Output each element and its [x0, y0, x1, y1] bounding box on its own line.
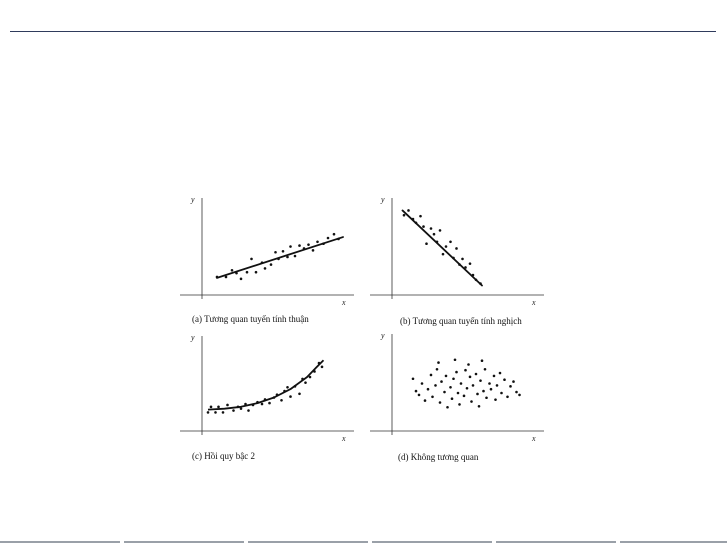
data-point: [509, 385, 512, 388]
data-point: [458, 403, 461, 406]
fit-line: [403, 210, 483, 285]
data-point: [240, 278, 243, 281]
top-rule: [10, 31, 716, 32]
data-point: [264, 398, 267, 401]
data-point: [403, 214, 406, 217]
data-point: [294, 255, 297, 258]
data-point: [472, 274, 475, 277]
y-axis-label: y: [191, 195, 195, 204]
data-point: [222, 411, 225, 414]
data-point: [460, 382, 463, 385]
data-point: [298, 393, 301, 396]
data-point: [424, 399, 427, 402]
data-point: [333, 233, 336, 236]
data-point: [276, 393, 279, 396]
fit-curve: [208, 360, 324, 409]
data-point: [475, 373, 478, 376]
data-point: [512, 380, 515, 383]
data-point: [461, 258, 464, 261]
data-point: [286, 386, 289, 389]
y-axis-label: y: [381, 331, 385, 340]
data-point: [289, 245, 292, 248]
x-axis-label: x: [342, 434, 346, 443]
caption-a: (a) Tương quan tuyến tính thuận: [192, 314, 309, 324]
data-point: [494, 398, 497, 401]
data-point: [226, 404, 229, 407]
data-point: [469, 376, 472, 379]
data-point: [466, 387, 469, 390]
data-point: [270, 263, 273, 266]
data-point: [252, 404, 255, 407]
data-point: [427, 388, 430, 391]
data-point: [445, 375, 448, 378]
data-point: [321, 366, 324, 369]
data-point: [322, 242, 325, 245]
data-point: [261, 261, 264, 264]
data-point: [458, 263, 461, 266]
data-point: [433, 233, 436, 236]
data-point: [470, 400, 473, 403]
data-point: [250, 258, 253, 261]
data-point: [449, 386, 452, 389]
data-point: [268, 402, 271, 405]
data-point: [454, 358, 457, 361]
data-point: [217, 406, 220, 409]
data-point: [431, 396, 434, 399]
data-point: [207, 411, 210, 414]
data-point: [455, 247, 458, 250]
data-point: [479, 282, 482, 285]
data-point: [318, 362, 321, 365]
data-point: [500, 392, 503, 395]
data-point: [316, 241, 319, 244]
data-point: [488, 382, 491, 385]
data-point: [439, 401, 442, 404]
chart-d-svg: [368, 331, 548, 450]
chart-b-svg: [370, 195, 550, 310]
x-axis-label: x: [342, 298, 346, 307]
y-axis-label: y: [381, 195, 385, 204]
data-point: [451, 397, 454, 400]
data-point: [231, 269, 234, 272]
data-point: [506, 396, 509, 399]
data-point: [247, 409, 250, 412]
data-point: [469, 262, 472, 265]
data-point: [415, 222, 418, 225]
data-point: [449, 241, 452, 244]
data-point: [280, 399, 283, 402]
data-point: [289, 395, 292, 398]
data-point: [298, 244, 301, 247]
data-point: [216, 276, 219, 279]
data-point: [452, 377, 455, 380]
data-point: [264, 267, 267, 270]
data-point: [312, 249, 315, 252]
bottom-rule: [0, 541, 727, 543]
data-point: [515, 391, 518, 394]
data-point: [327, 237, 330, 240]
data-point: [476, 393, 479, 396]
x-axis-label: x: [532, 434, 536, 443]
x-axis-label: x: [532, 298, 536, 307]
data-point: [240, 407, 243, 410]
data-point: [485, 396, 488, 399]
caption-d: (d) Không tương quan: [398, 452, 479, 462]
data-point: [273, 396, 276, 399]
data-point: [475, 279, 478, 282]
data-point: [337, 238, 340, 241]
data-point: [294, 385, 297, 388]
data-point: [418, 394, 421, 397]
data-point: [496, 384, 499, 387]
data-point: [225, 276, 228, 279]
data-point: [472, 384, 475, 387]
data-point: [446, 406, 449, 409]
data-point: [232, 409, 235, 412]
data-point: [261, 403, 264, 406]
data-point: [422, 225, 425, 228]
y-axis-label: y: [191, 333, 195, 342]
data-point: [490, 388, 493, 391]
data-point: [286, 256, 289, 259]
data-point: [481, 359, 484, 362]
data-point: [434, 384, 437, 387]
data-point: [436, 241, 439, 244]
data-point: [256, 401, 259, 404]
data-point: [457, 392, 460, 395]
data-point: [484, 368, 487, 371]
data-point: [467, 363, 470, 366]
chart-panel-b: [370, 195, 550, 335]
data-point: [283, 390, 286, 393]
data-point: [452, 257, 455, 260]
data-point: [244, 403, 247, 406]
caption-c: (c) Hồi quy bậc 2: [192, 451, 255, 461]
data-point: [437, 361, 440, 364]
data-point: [214, 411, 217, 414]
data-point: [463, 395, 466, 398]
caption-b: (b) Tương quan tuyến tính nghịch: [400, 316, 522, 326]
data-point: [464, 266, 467, 269]
data-point: [439, 229, 442, 232]
data-point: [518, 394, 521, 397]
chart-c-svg: [178, 333, 358, 448]
data-point: [415, 390, 418, 393]
data-point: [303, 247, 306, 250]
data-point: [442, 253, 445, 256]
data-point: [430, 227, 433, 230]
data-point: [235, 272, 238, 275]
data-point: [482, 390, 485, 393]
data-point: [455, 371, 458, 374]
data-point: [313, 370, 316, 373]
data-point: [237, 406, 240, 409]
data-point: [412, 377, 415, 380]
data-point: [445, 245, 448, 248]
data-point: [412, 218, 415, 221]
chart-a-svg: [180, 195, 360, 310]
data-point: [493, 375, 496, 378]
data-point: [407, 209, 410, 212]
data-point: [421, 382, 424, 385]
data-point: [210, 406, 213, 409]
data-point: [309, 376, 312, 379]
data-point: [499, 372, 502, 375]
data-point: [304, 381, 307, 384]
data-point: [425, 242, 428, 245]
data-point: [419, 215, 422, 218]
data-point: [430, 374, 433, 377]
data-point: [301, 378, 304, 381]
data-point: [478, 405, 481, 408]
data-point: [440, 380, 443, 383]
data-point: [503, 378, 506, 381]
data-point: [307, 243, 310, 246]
data-point: [255, 271, 258, 274]
data-point: [464, 369, 467, 372]
data-point: [274, 251, 277, 254]
data-point: [277, 258, 280, 261]
data-point: [282, 250, 285, 253]
data-point: [246, 271, 249, 274]
data-point: [443, 391, 446, 394]
data-point: [479, 379, 482, 382]
data-point: [436, 368, 439, 371]
